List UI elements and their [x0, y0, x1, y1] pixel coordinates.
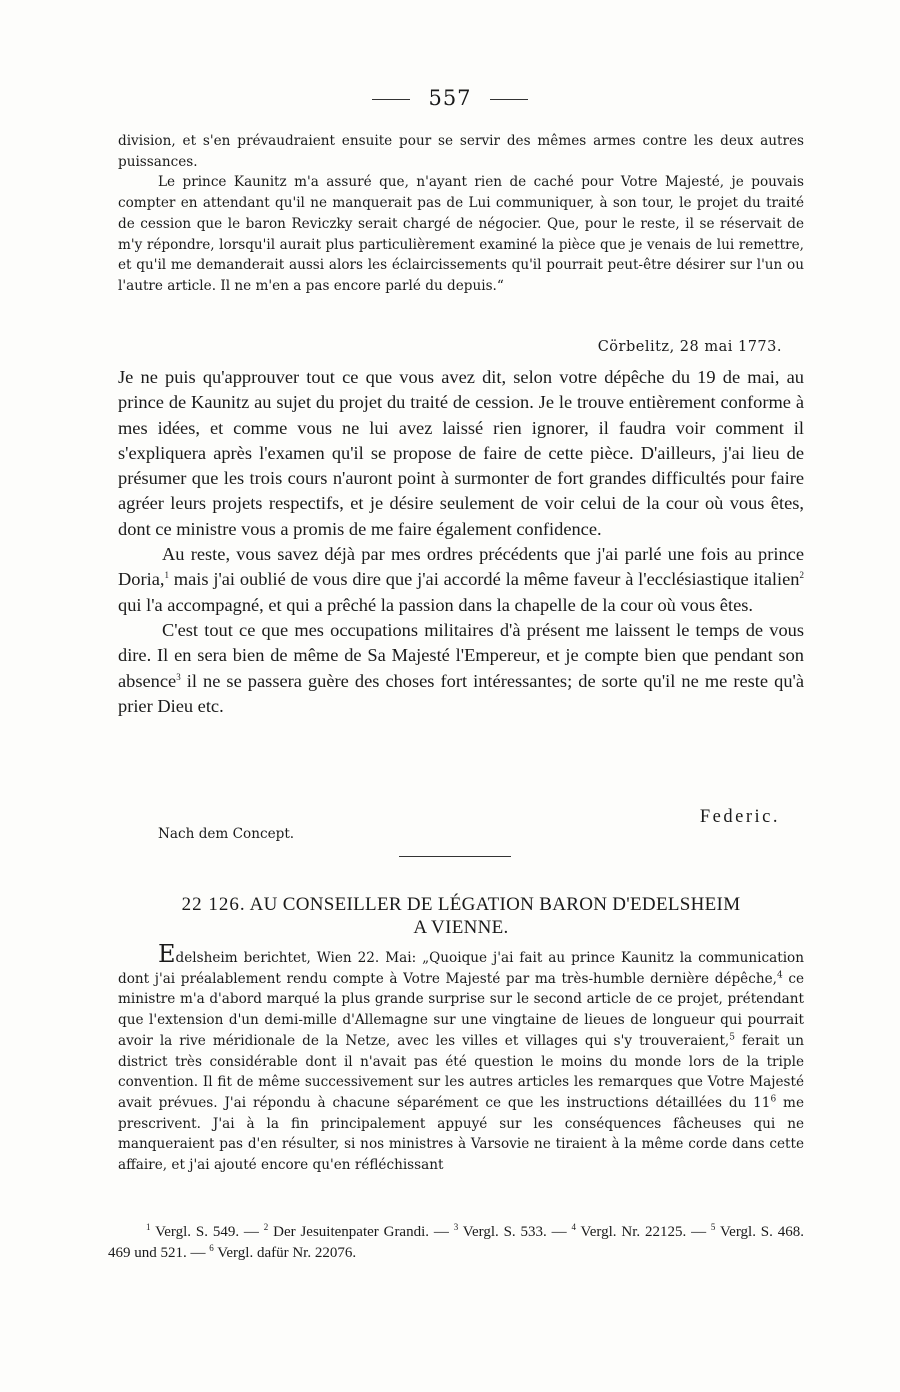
intro-paragraph-1: division, et s'en prévaudraient ensuite pour se servir des mêmes armes contre les deux autres puissances. [118, 133, 804, 170]
report-part-b: ce ministre m'a d'abord marqué la plus grande surprise sur le second article de ce projet, prétendant que l'extension d'un demi-mille d'Allemagne sur une vingtaine de lieues de longueur qui pourrait avoir la rive méridionale de la Netze, avec les villes et villages qui s'y trouveraient, [118, 970, 804, 1049]
footnote-marker-4: 4 [571, 1222, 576, 1232]
report-paragraph [118, 940, 804, 1176]
letter-paragraph-1 [118, 365, 804, 542]
section-title-line-2: A VIENNE. [413, 917, 509, 938]
footnote-ref-1: 1 [164, 570, 169, 581]
report-body [118, 940, 804, 1176]
footnote-marker-1: 1 [146, 1222, 151, 1232]
signature: Federic. [699, 807, 780, 827]
footnote-marker-3: 3 [453, 1222, 459, 1232]
letter-paragraph-3 [118, 618, 804, 719]
page-number-value: 557 [428, 86, 472, 110]
section-heading [118, 893, 804, 939]
footnote-ref-6: 6 [770, 1094, 777, 1105]
report-part-a: delsheim berichtet, Wien 22. Mai: „Quoique j'ai fait au prince Kaunitz la communication dont j'ai préalablement rendu compte à Votre Majesté par ma très-humble dernière dépêche, [118, 950, 804, 987]
section-heading-line-1 [118, 893, 804, 916]
letter-body [118, 365, 804, 719]
footnote-1: Vergl. S. 549. — [150, 1224, 264, 1240]
page-number [0, 86, 900, 110]
letter-paragraph-1-text: Je ne puis qu'approuver tout ce que vous avez dit, selon votre dépêche du 19 de mai, au prince de Kaunitz au sujet du projet du traité de cession. Je le trouve entièrement conforme à mes idées, et comme vous ne lui avez laissé rien ignorer, il faudra voir comment il s'expliquera après l'examen qu'il se propose de faire de cette pièce. D'ailleurs, j'ai lieu de présumer que les trois cours n'auront point à surmonter de fort grandes difficultés pour faire agréer leurs projets respectifs, et je désire seulement de voir celui de la cour où vous êtes, dont ce ministre vous a promis de me faire également confidence. [118, 367, 804, 539]
letter-paragraph-2-part-c: qui l'a accompagné, et qui a prêché la passion dans la chapelle de la cour où vous êtes. [118, 594, 753, 615]
footnote-2: Der Jesuitenpater Grandi. — [268, 1224, 454, 1240]
footnotes [108, 1222, 804, 1264]
footnote-ref-4: 4 [776, 970, 783, 981]
intro-paragraph-2: Le prince Kaunitz m'a assuré que, n'ayant rien de caché pour Votre Majesté, je pouvais compter en attendant qu'il ne manquerait pas de Lui communiquer, à son tour, le projet du traité de cession que le baron Reviczky serait chargé de négocier. Que, pour le reste, il se réservait de m'y répondre, lorsqu'il aurait plus particulièrement examiné la pièce que je venais de lui remettre, et qu'il me demanderait aussi alors les éclaircissements qu'il pourrait peut-être désirer sur l'un ou l'autre article. Il ne m'en a pas encore parlé du depuis.“ [118, 174, 804, 294]
footnotes-text [108, 1222, 804, 1264]
footnote-3: Vergl. S. 533. — [458, 1224, 572, 1240]
section-number: 22 126. [181, 894, 246, 915]
footnote-ref-3: 3 [176, 671, 181, 682]
footnote-5: Vergl. S. 468. 469 und 521. — [108, 1224, 804, 1261]
page-number-dash-left [372, 99, 410, 100]
intro-block [118, 131, 804, 297]
report-part-c: ferait un district très considérable dont il n'avait pas été question le moins du monde lors de la triple convention. Il fit de même successivement sur les autres articles les remarques que Votre Majesté avait prévues. J'ai répondu à chacune séparément ce que les instructions détaillées du 11 [118, 1032, 804, 1111]
footnote-4: Vergl. Nr. 22125. — [575, 1224, 711, 1240]
footnote-marker-6: 6 [209, 1243, 214, 1253]
footnote-ref-5: 5 [729, 1032, 735, 1043]
report-part-d: me prescrivent. J'ai à la fin principalement appuyé sur les conséquences fâcheuses qui ne manqueraient pas d'en résulter, si nos ministres à Varsovie ne tiraient à la même corde dans cette affaire, et j'ai ajouté encore qu'en réfléchissant [118, 1094, 804, 1174]
footnote-6: Vergl. dafür Nr. 22076. [213, 1245, 357, 1261]
page-number-dash-right [490, 99, 528, 100]
section-divider [399, 856, 511, 857]
footnote-marker-2: 2 [263, 1222, 269, 1232]
letter-paragraph-3-part-b: il ne se passera guère des choses fort intéressantes; de sorte qu'il ne me reste qu'à prier Dieu etc. [118, 670, 804, 716]
letter-paragraph-2-part-a: Au reste, vous savez déjà par mes ordres précédents que j'ai parlé une fois au prince Doria, [118, 544, 804, 590]
letter-paragraph-2 [118, 542, 804, 618]
footnote-ref-2: 2 [799, 570, 804, 581]
letter-paragraph-3-part-a: C'est tout ce que mes occupations militaires d'à présent me laissent le temps de vous dire. Il en sera bien de même de Sa Majesté l'Empereur, et je compte bien que pendant son absence [118, 619, 804, 691]
letter-paragraph-2-part-b: mais j'ai oublié de vous dire que j'ai accordé la même faveur à l'ecclésiastique italien [168, 569, 800, 590]
initial-letter: E [158, 940, 176, 968]
footnote-marker-5: 5 [710, 1222, 716, 1232]
dateline: Cörbelitz, 28 mai 1773. [597, 339, 782, 355]
section-title-line-1: AU CONSEILLER DE LÉGATION BARON D'EDELSHEIM [249, 894, 741, 915]
source-note: Nach dem Concept. [158, 826, 295, 842]
